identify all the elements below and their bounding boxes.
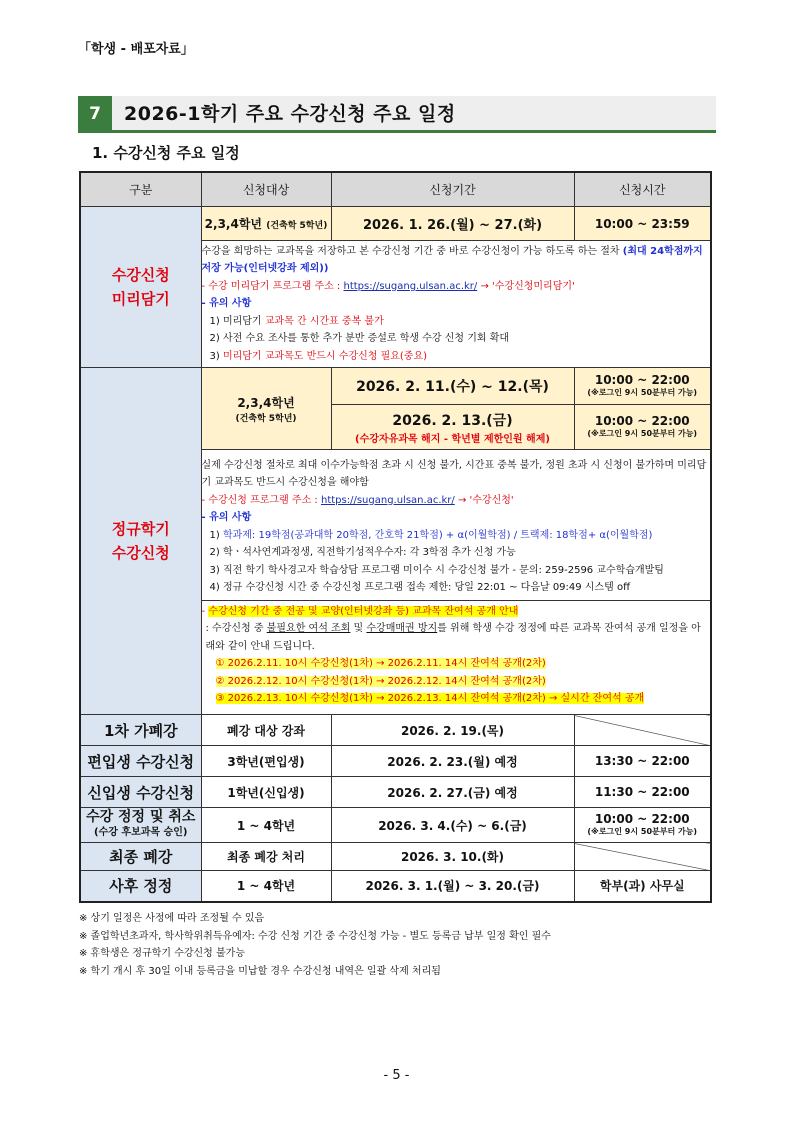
regular-row-1: [80, 368, 711, 405]
cart-label-2: 미리담기: [111, 290, 170, 308]
regular-note-4: 4) 정규 수강신청 시간 중 수강신청 프로그램 접속 제한: 당일 22:01 ~ 다음날 09:49 시스템 off: [209, 582, 630, 593]
regular-note-1: 1) 학과제: 19학점(공과대학 20학점, 간호학 21학점) + α(이월학점) / 트랙제: 18학점+ α(이월학점): [209, 529, 653, 541]
regular-time-2-value: 10:00 ~ 22:00: [594, 414, 690, 428]
cart-target: [201, 207, 331, 241]
section-title: 2026-1학기 주요 수강신청 주요 일정: [124, 103, 456, 125]
regular-period-2: [331, 405, 574, 450]
header-period: 신청기간: [331, 172, 574, 207]
regular-desc-2: - 수강신청 프로그램 주소 : https://sugang.ulsan.ac.kr/ → '수강신청': [201, 494, 514, 506]
regular-notice-desc: : 수강신청 중 불필요한 여석 조회 및 수강매매권 방지를 위해 학생 수강 정정에 따른 교과목 잔여석 공개 일정을 아래와 같이 안내 드립니다.: [205, 623, 701, 652]
regular-program-link[interactable]: https://sugang.ulsan.ac.kr/: [320, 494, 455, 506]
header-target: 신청대상: [201, 172, 331, 207]
regular-period-1: 2026. 2. 11.(수) ~ 12.(목): [331, 368, 574, 405]
final-category: 최종 폐강: [80, 843, 201, 871]
cart-note-3: 3) 미리담기 교과목도 반드시 수강신청 필요(중요): [209, 350, 428, 362]
section-number: 7: [78, 96, 112, 132]
footnote: ※ 학기 개시 후 30일 이내 등록금을 미납할 경우 수강신청 내역은 일괄 삭제 처리됨: [79, 965, 441, 977]
cart-description: [201, 241, 711, 368]
adjust-label-2: (수강 후보과목 승인): [94, 827, 188, 838]
row-category: 1차 가폐강: [80, 715, 201, 746]
cart-note-2: 2) 사전 수요 조사를 통한 추가 분반 증설로 학생 수강 신청 기회 확대: [209, 333, 510, 345]
post-time: 학부(과) 사무실: [574, 871, 711, 902]
regular-notes-heading: - 유의 사항: [201, 512, 252, 523]
cart-notes-heading: - 유의 사항: [201, 298, 252, 310]
footnote: ※ 휴학생은 정규학기 수강신청 불가능: [79, 948, 245, 959]
post-row: [80, 871, 711, 902]
document-header: 「학생 - 배포자료」: [78, 42, 194, 57]
post-target: 1 ~ 4학년: [201, 871, 331, 902]
regular-time-2-note: (※로그인 9시 50분부터 가능): [587, 429, 698, 438]
regular-time-1: [574, 368, 711, 405]
post-category: 사후 정정: [80, 871, 201, 902]
regular-schedule-1: ① 2026.2.11. 10시 수강신청(1차) → 2026.2.11. 14시 잔여석 공개(2차): [215, 658, 546, 669]
table-row: [80, 777, 711, 808]
regular-target: [201, 368, 331, 450]
cart-desc-1: 수강을 희망하는 교과목을 저장하고 본 수강신청 기간 중 바로 수강신청이 가능 하도록 하는 절차 (최대 24학점까지 저장 가능(인터넷강좌 제외)): [201, 245, 703, 275]
table-header-row: [80, 172, 711, 207]
cart-category: [80, 207, 201, 368]
regular-target-note: (건축학 5학년): [235, 413, 297, 424]
section-banner: [78, 96, 716, 132]
regular-period-2-note: (수강자유과목 해지 - 학년별 제한인원 해제): [355, 433, 550, 445]
regular-notice: - 수강신청 기간 중 전공 및 교양(인터넷강좌 등) 교과목 잔여석 공개 안내: [202, 600, 711, 621]
subtitle: 1. 수강신청 주요 일정: [92, 144, 240, 162]
row-target: 1학년(신입생): [201, 777, 331, 808]
regular-time-1-value: 10:00 ~ 22:00: [594, 373, 690, 387]
row-time: 11:30 ~ 22:00: [574, 777, 711, 808]
cart-desc-2: - 수강 미리담기 프로그램 주소 : https://sugang.ulsan.ac.kr/ → '수강신청미리담기': [201, 280, 575, 292]
adjust-label-1: 수강 정정 및 취소: [86, 809, 196, 825]
row-category: 신입생 수강신청: [80, 777, 201, 808]
row-time: 13:30 ~ 22:00: [574, 746, 711, 777]
regular-note-3: 3) 직전 학기 학사경고자 학습상담 프로그램 미이수 시 수강신청 불가 - 문의: 259-2596 교수학습개발팀: [209, 564, 664, 576]
cart-label-1: 수강신청: [111, 266, 170, 284]
cart-row: [80, 207, 711, 241]
final-time-empty: [574, 843, 711, 871]
regular-desc-1: 실제 수강신청 절차로 최대 이수가능학점 초과 시 신청 불가, 시간표 중복 불가, 정원 초과 시 신청이 불가하며 미리담기 교과목도 반드시 수강신청을 해야함: [201, 459, 707, 488]
final-row: [80, 843, 711, 871]
cart-target-main: 2,3,4학년: [204, 217, 263, 231]
page-number: - 5 -: [383, 1068, 410, 1083]
header-category: 구분: [80, 172, 201, 207]
adjust-time: [574, 808, 711, 843]
regular-time-1-note: (※로그인 9시 50분부터 가능): [587, 388, 698, 397]
regular-target-main: 2,3,4학년: [237, 395, 295, 410]
row-target: 폐강 대상 강좌: [201, 715, 331, 746]
cart-time: 10:00 ~ 23:59: [574, 207, 711, 241]
regular-label-1: 정규학기: [111, 520, 170, 538]
adjust-time-value: 10:00 ~ 22:00: [594, 812, 690, 826]
footnote: ※ 졸업학년초과자, 학사학위취득유예자: 수강 신청 기간 중 수강신청 가능 - 별도 등록금 납부 일정 확인 필수: [79, 930, 551, 942]
footnotes: [79, 910, 551, 980]
row-target: 3학년(편입생): [201, 746, 331, 777]
cart-target-note: (건축학 5학년): [266, 221, 328, 231]
row-period: 2026. 2. 19.(목): [331, 715, 574, 746]
adjust-row: [80, 808, 711, 843]
regular-note-2: 2) 학ㆍ석사연계과정생, 직전학기성적우수자: 각 3학점 추가 신청 가능: [209, 547, 516, 558]
adjust-category: [80, 808, 201, 843]
row-category: 편입생 수강신청: [80, 746, 201, 777]
cart-period: 2026. 1. 26.(월) ~ 27.(화): [331, 207, 574, 241]
schedule-table: [79, 171, 712, 903]
adjust-time-note: (※로그인 9시 50분부터 가능): [587, 827, 698, 836]
header-time: 신청시간: [574, 172, 711, 207]
row-period: 2026. 2. 27.(금) 예정: [331, 777, 574, 808]
adjust-period: 2026. 3. 4.(수) ~ 6.(금): [331, 808, 574, 843]
final-target: 최종 폐강 처리: [201, 843, 331, 871]
regular-time-2: [574, 405, 711, 450]
regular-period-2-value: 2026. 2. 13.(금): [392, 412, 513, 429]
cart-note-1: 1) 미리담기 교과목 간 시간표 중복 불가: [209, 315, 384, 327]
regular-description: [201, 450, 711, 715]
row-time-empty: [574, 715, 711, 746]
section-underline: [78, 130, 716, 133]
cart-program-link[interactable]: https://sugang.ulsan.ac.kr/: [343, 280, 478, 292]
regular-category: [80, 368, 201, 715]
regular-schedule-2: ② 2026.2.12. 10시 수강신청(1차) → 2026.2.12. 14시 잔여석 공개(2차): [215, 675, 546, 687]
row-period: 2026. 2. 23.(월) 예정: [331, 746, 574, 777]
table-row: [80, 746, 711, 777]
regular-schedule-3: ③ 2026.2.13. 10시 수강신청(1차) → 2026.2.13. 14시 잔여석 공개(2차) → 실시간 잔여석 공개: [215, 693, 645, 704]
adjust-target: 1 ~ 4학년: [201, 808, 331, 843]
footnote: ※ 상기 일정은 사정에 따라 조정될 수 있음: [79, 913, 265, 924]
table-row: [80, 715, 711, 746]
post-period: 2026. 3. 1.(월) ~ 3. 20.(금): [331, 871, 574, 902]
regular-label-2: 수강신청: [111, 544, 170, 562]
final-period: 2026. 3. 10.(화): [331, 843, 574, 871]
